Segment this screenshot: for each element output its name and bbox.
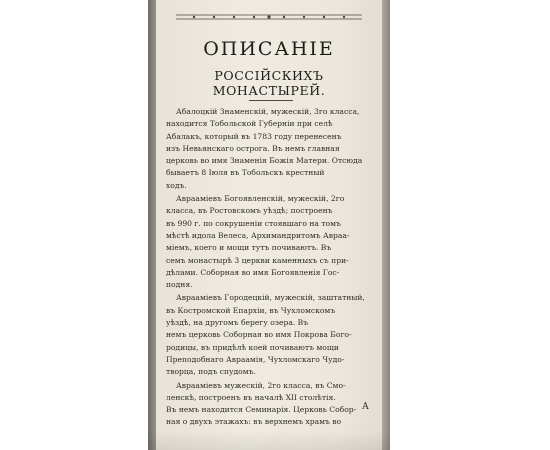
text-line: церковь во имя Знаменія Божія Матери. Отсюда [166, 156, 363, 166]
entry-avraamiev-bogoyavlensky [166, 193, 373, 291]
text-line: ходъ. [166, 180, 187, 190]
text-line: Абалакъ, который въ 1783 году перенесенъ [166, 131, 342, 141]
text-line: Въ немъ находится Семинарія. Церковь Собор- [166, 405, 357, 415]
text-line: міемъ, коего и мощи тутъ почиваютъ. Въ [166, 243, 332, 253]
page-shadow [148, 430, 390, 450]
text-line: дѣлами. Соборная во имя Богоявленія Гос- [166, 267, 340, 277]
text-line: Авраамiевъ Богоявленскій, мужескій, 2го [176, 194, 345, 204]
page-title: ОПИСАНІЕ [203, 38, 335, 60]
text-line: бываетъ 8 Іюля въ Тобольскъ крестный [166, 168, 325, 178]
text-line: немъ церковь Соборная во имя Покрова Бого- [166, 330, 352, 340]
monastery-descriptions [166, 106, 373, 430]
text-line: ная о двухъ этажахъ: въ верхнемъ храмъ во [166, 417, 342, 427]
text-line: въ 990 г. по сокрушеніи стоявшаго на томъ [166, 218, 341, 228]
text-line: ленскѣ, построенъ въ началѣ XII столѣтія. [166, 392, 336, 402]
text-line: семъ монастырѣ 3 церкви каменныхъ съ при- [166, 255, 349, 265]
text-line: творца, подъ спудомъ. [166, 367, 256, 377]
title-divider [249, 100, 293, 101]
text-line: родицы, въ придѣлѣ коей почиваютъ мощи [166, 342, 339, 352]
text-line: Авраамiевъ мужескій, 2го класса, въ Смо- [176, 380, 346, 390]
text-line: изъ Невьянскаго острога. Въ немъ главная [166, 143, 340, 153]
text-line: Абалоцкій Знаменскій, мужескій, 3го класса, [176, 107, 360, 116]
text-line: Авраамiевъ Городецкій, мужескій, заштатный, [176, 293, 365, 303]
entry-abalatsky [166, 106, 373, 192]
text-line: класса, въ Ростовскомъ уѣздѣ; построенъ [166, 206, 333, 216]
entry-avraamiev-smolensk [166, 380, 373, 429]
text-line: мѣстѣ идола Велеса, Архимандритомъ Авраа- [166, 230, 350, 240]
header-ornament [174, 12, 364, 22]
text-line: въ Костромской Епархіи, въ Чухломскомъ [166, 305, 336, 315]
text-line: Преподобнаго Авраамія, Чухломскаго Чудо- [166, 354, 345, 364]
entry-avraamiev-gorodetsky [166, 292, 373, 378]
book-page [156, 0, 382, 450]
text-line: подня. [166, 280, 193, 290]
page-subtitle: РОССІЙСКИХЪ МОНАСТЫРЕЙ. [212, 68, 326, 98]
text-line: уѣздѣ, на другомъ берегу озера. Въ [166, 318, 309, 328]
ornament-border-icon [174, 12, 364, 22]
text-line: находится Тобольской Губерніи при селѣ [166, 119, 333, 129]
catchword: А [362, 402, 369, 412]
